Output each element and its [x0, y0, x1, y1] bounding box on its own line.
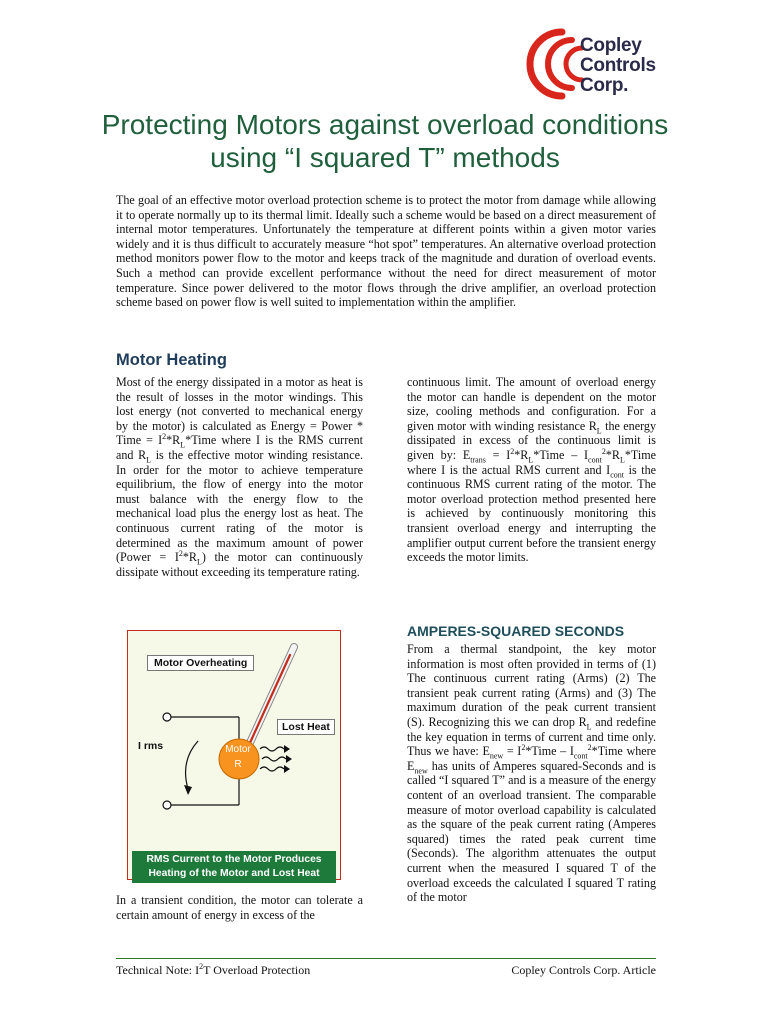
footer-right-text: Copley Controls Corp. Article — [511, 963, 656, 977]
heat-waves-icon — [260, 745, 292, 773]
title-line-1: Protecting Motors against overload conditions — [101, 109, 669, 140]
logo-line-2: Controls — [580, 55, 656, 76]
caption-line-2: Heating of the Motor and Lost Heat — [148, 868, 320, 879]
figure-caption — [132, 851, 336, 883]
terminal-top — [163, 713, 171, 721]
figure-motor-label — [220, 742, 256, 772]
company-logo — [500, 24, 660, 106]
logo-text — [580, 36, 656, 96]
terminal-bottom — [163, 801, 171, 809]
motor-heating-paragraph-2: In a transient condition, the motor can tolerate a certain amount of energy in excess of the — [116, 893, 363, 922]
figure-label-motor-overheating: Motor Overheating — [147, 655, 254, 671]
motor-heating-paragraph-3: continuous limit. The amount of overload energy the motor can handle is dependent on the motor size, cooling methods and configuration. For a given motor with winding resistance $R_L$ the energy dissipated in excess of the continuous limit is given by: $E_{trans}$ = $I^2*R_L*Time$ – $I_{cont}^2*R_L*Time$ where I is the actual RMS current and $I_{cont}$ is the continuous RMS current rating of the motor. The motor overload protection method presented here is achieved by continuously monitoring this transient overload energy and interrupting the amplifier output current before the transient energy exceeds the motor limits. — [407, 375, 657, 565]
motor-heating-paragraph-1: Most of the energy dissipated in a motor as heat is the result of losses in the motor windings. This lost energy (not converted to mechanical energy by the motor) is calculated as Energy = Power * Time = $I^2*R_L*Time$ where I is the RMS current and $R_L$ is the effective motor winding resistance. In order for the motor to achieve temperature equilibrium, the flow of energy into the motor must balance with the energy flow to the mechanical load plus the energy lost as heat. The continuous current rating of the motor is determined as the maximum amount of power (Power = $I^2*R_L$) the motor can continuously dissipate without exceeding its temperature rating. — [116, 375, 363, 579]
amperes-squared-paragraph: From a thermal standpoint, the key motor information is most often provided in terms of (1) The continuous current rating (Arms) (2) The transient peak current rating (Arms) and (3) The maximum duration of the peak current transient (S). Recognizing this we can drop $R_L$ and redefine the key equation in terms of current and time only. Thus we have: $E_{new}$ = $I^2*Time$ – $I_{cont}^2*Time$ where $E_{new}$ has units of Amperes squared-Seconds and is called “I squared T” and is a measure of the energy content of an overload transient. The comparable measure of motor overload capability is calculated as the square of the peak current rating (Amperes squared) times the rated peak current time (Seconds). The algorithm attenuates the output current when the measured I squared T of the overload exceeds the calculated I squared T rating of the motor — [407, 642, 656, 905]
footer-left-text: Technical Note: $I^2T$ Overload Protection — [116, 962, 311, 977]
intro-paragraph: The goal of an effective motor overload protection scheme is to protect the motor from damage while allowing it to operate normally up to its thermal limit. Ideally such a scheme would be based on a direct measurement of internal motor temperatures. Unfortunately the temperature at different points within a given motor varies widely and it is thus difficult to accurately measure “hot spot” temperatures. An alternative overload protection method monitors power flow to the motor and keeps track of the magnitude and duration of overload events. Such a method can provide excellent performance without the need for direct measurement of motor temperature. Since power delivered to the motor flows through the drive amplifier, an overload protection scheme based on power flow is well suited to implementation within the amplifier. — [116, 193, 656, 310]
motor-label-line-2: R — [234, 759, 242, 770]
motor-label-line-1: Motor — [225, 744, 251, 755]
motor-heating-figure — [127, 630, 341, 880]
current-arrow-icon — [186, 741, 198, 789]
footer-divider — [116, 958, 656, 959]
figure-label-lost-heat: Lost Heat — [277, 719, 335, 735]
section-heading-motor-heating: Motor Heating — [116, 351, 227, 369]
page-title — [60, 108, 710, 174]
section-heading-amperes-squared-seconds: AMPERES-SQUARED SECONDS — [407, 623, 625, 639]
logo-line-1: Copley — [580, 35, 642, 56]
title-line-2: using “I squared T” methods — [210, 142, 560, 173]
figure-label-irms: I rms — [138, 740, 164, 752]
caption-line-1: RMS Current to the Motor Produces — [146, 854, 322, 865]
logo-line-3: Corp. — [580, 75, 629, 96]
